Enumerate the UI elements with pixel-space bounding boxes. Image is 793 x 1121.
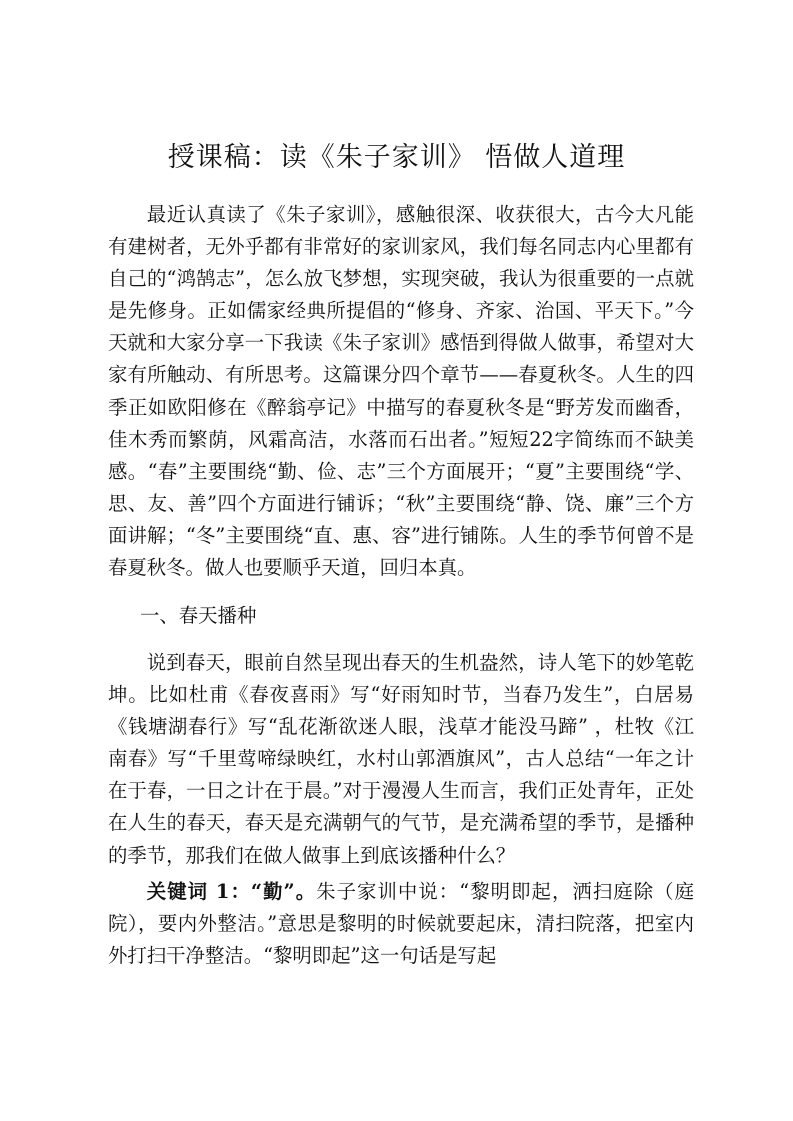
keyword-paragraph [108, 876, 694, 972]
keyword-text: 朱子家训中说：“黎明即起，洒扫庭除（庭院），要内外整洁。”意思是黎明的时候就要起床，清扫院落，把室内外打扫干净整洁。“黎明即起”这一句话是写起 [108, 880, 694, 968]
section-heading-spring: 一、春天播种 [140, 604, 257, 627]
spring-paragraph: 说到春天，眼前自然呈现出春天的生机盎然，诗人笔下的妙笔乾坤。比如杜甫《春夜喜雨》写“好雨知时节，当春乃发生”，白居易《钱塘湖春行》写“乱花渐欲迷人眼，浅草才能没马蹄” ，杜牧《江南春》写“千里莺啼绿映红，水村山郭酒旗风”，古人总结“一年之计在于春，一日之计在于晨。”对于漫漫人生而言，我们正处青年，正处在人生的春天，春天是充满朝气的气节，是充满希望的季节，是播种的季节，那我们在做人做事上到底该播种什么？ [108, 651, 694, 867]
document-title: 授课稿：读《朱子家训》 悟做人道理 [167, 142, 626, 173]
keyword-label: 关键词 1：“勤”。 [146, 880, 317, 903]
intro-paragraph: 最近认真读了《朱子家训》，感触很深、收获很大，古今大凡能有建树者，无外乎都有非常好的家训家风，我们每名同志内心里都有自己的“鸿鹄志”，怎么放飞梦想，实现突破，我认为很重要的一点就是先修身。正如儒家经典所提倡的“修身、齐家、治国、平天下。”今天就和大家分享一下我读《朱子家训》感悟到得做人做事，希望对大家有所触动、有所思考。这篇课分四个章节——春夏秋冬。人生的四季正如欧阳修在《醉翁亭记》中描写的春夏秋冬是“野芳发而幽香，佳木秀而繁荫，风霜高洁，水落而石出者。”短短22字简练而不缺美感。“春”主要围绕“勤、俭、志”三个方面展开；“夏”主要围绕“学、思、友、善”四个方面进行铺诉；“秋”主要围绕“静、饶、廉”三个方面讲解；“冬”主要围绕“直、惠、容”进行铺陈。人生的季节何曾不是春夏秋冬。做人也要顺乎天道，回归本真。 [108, 203, 694, 580]
